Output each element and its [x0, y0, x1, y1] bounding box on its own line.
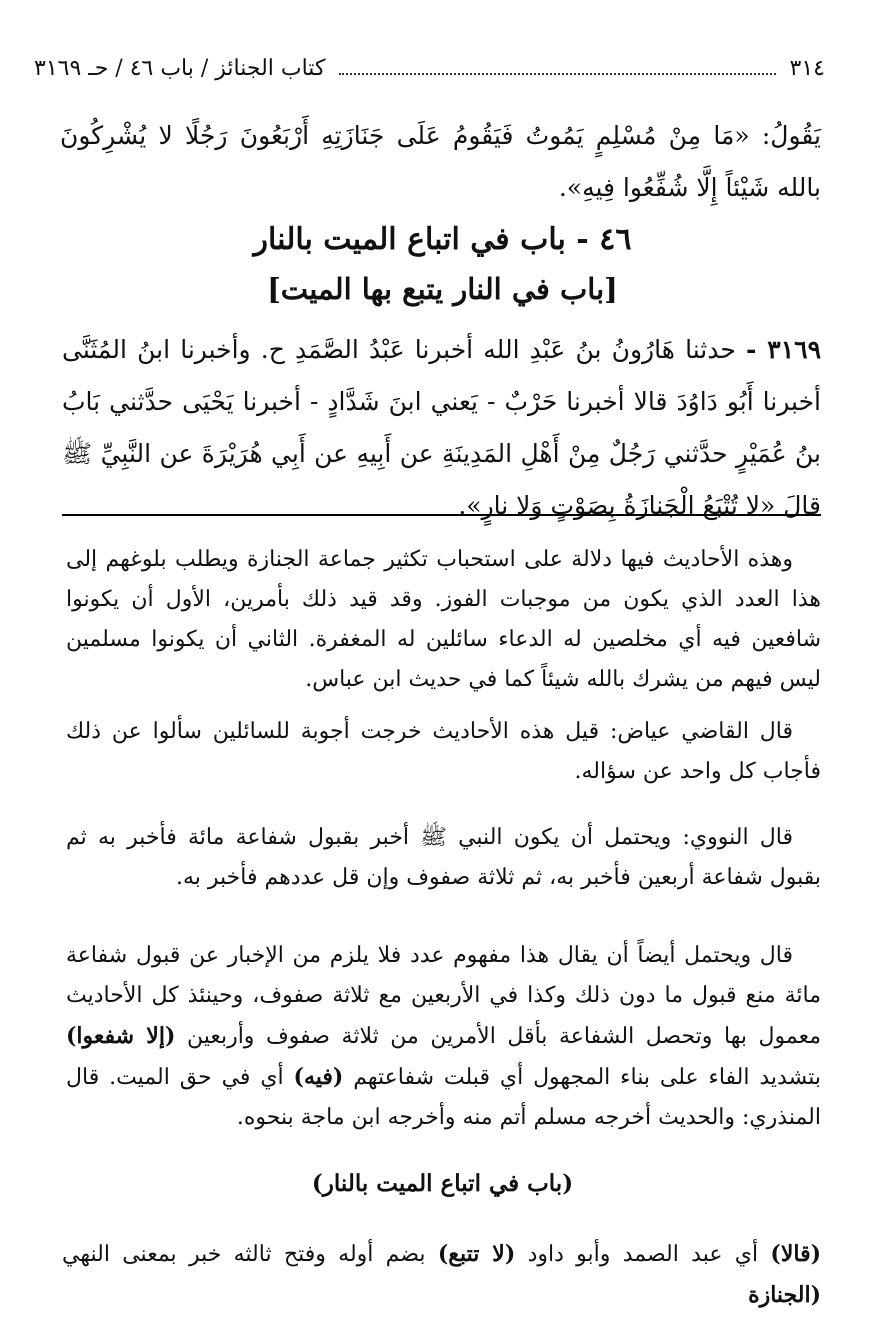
chapter-number: ٤٦ - [576, 222, 632, 257]
commentary-paragraph-3: قال النووي: ويحتمل أن يكون النبي ﷺ أخبر بقبول شفاعة مائة فأخبر به ثم بقبول شفاعة أربعين فأخبر به، ثم ثلاثة صفوف وإن قل عددهم فأخبر به. [66, 825, 821, 890]
page-header [34, 56, 825, 81]
commentary-text: بتشديد الفاء على بناء المجهول أي قبلت شفاعتهم [353, 1065, 821, 1090]
page-number: ٣١٤ [789, 56, 825, 81]
separator-rule [62, 514, 821, 516]
leader-dots [339, 59, 775, 75]
commentary-subheading: (باب في اتباع الميت بالنار) [311, 1170, 574, 1197]
commentary-text: أي في حق الميت. قال المنذري: والحديث أخرجه مسلم أتم منه وأخرجه ابن ماجة بنحوه. [66, 1065, 821, 1130]
quoted-phrase: (فيه) [293, 1064, 344, 1090]
commentary-text: أي عبد الصمد وأبو داود [527, 1242, 759, 1267]
commentary-last-line [62, 1234, 821, 1316]
hadith-3169 [62, 324, 821, 532]
hadith-number: ٣١٦٩ - [745, 335, 821, 364]
quoted-phrase: (الجنازة [748, 1282, 821, 1308]
chapter-title [60, 222, 825, 257]
running-title: كتاب الجنائز / باب ٤٦ / حـ ٣١٦٩ [34, 56, 326, 81]
hadith-text: حدثنا هَارُونُ بنُ عَبْدِ الله أخبرنا عَبْدُ الصَّمَدِ ح. وأخبرنا ابنُ المُثَنَّى أخبرنا أَبُو دَاوُدَ قالا أخبرنا حَرْبٌ - يَعني ابنَ شَدَّادٍ - أخبرنا يَحْيَى حدَّثني بَابُ بنُ عُمَيْرٍ حدَّثني رَجُلٌ مِنْ أَهْلِ المَدِينَةِ عن أَبِيهِ عن أَبِي هُرَيْرَةَ عن النَّبِيِّ ﷺ قالَ «لا تُتْبَعُ الْجَنازَةُ بِصَوْتٍ وَلا نارٍ». [62, 335, 821, 520]
hadith-continuation: يَقُولُ: «مَا مِنْ مُسْلِمٍ يَمُوتُ فَيَقُومُ عَلَى جَنَازَتِهِ أَرْبَعُونَ رَجُلًا لا يُشْرِكُونَ بالله شَيْئاً إِلَّا شُفِّعُوا فِيهِ». [60, 121, 821, 202]
chapter-name: في اتباع الميت بالنار [253, 222, 510, 257]
quoted-phrase: (لا تتبع) [437, 1241, 516, 1267]
quoted-phrase: (إلا شفعوا) [66, 1023, 176, 1049]
commentary-paragraph-2: قال القاضي عياض: قيل هذه الأحاديث خرجت أجوبة للسائلين سألوا عن ذلك فأجاب كل واحد عن سؤاله. [66, 719, 821, 784]
commentary-text: قال ويحتمل أيضاً أن يقال هذا مفهوم عدد فلا يلزم من الإخبار عن قبول شفاعة مائة منع قبول ما دون ذلك وكذا في الأربعين مع ثلاثة صفوف، وحينئذ كل الأحاديث معمول بها وتحصل الشفاعة بأقل الأمرين من ثلاثة صفوف وأربعين [66, 943, 822, 1049]
commentary-paragraph-1: وهذه الأحاديث فيها دلالة على استحباب تكثير جماعة الجنازة ويطلب بلوغهم إلى هذا العدد الذي يكون من موجبات الفوز. وقد قيد ذلك بأمرين، الأول أن يكونوا شافعين فيه أي مخلصين له الدعاء سائلين له المغفرة. الثاني أن يكونوا مسلمين ليس فيهم من يشرك بالله شيئاً كما في حديث ابن عباس. [66, 547, 821, 692]
commentary-paragraph-4 [66, 936, 821, 1138]
commentary-text: بضم أوله وفتح ثالثه خبر بمعنى النهي [62, 1242, 426, 1267]
quoted-phrase: (قالا) [770, 1241, 821, 1267]
chapter-alt-title: [باب في النار يتبع بها الميت] [267, 272, 618, 306]
chapter-bab-word: باب [520, 222, 566, 257]
